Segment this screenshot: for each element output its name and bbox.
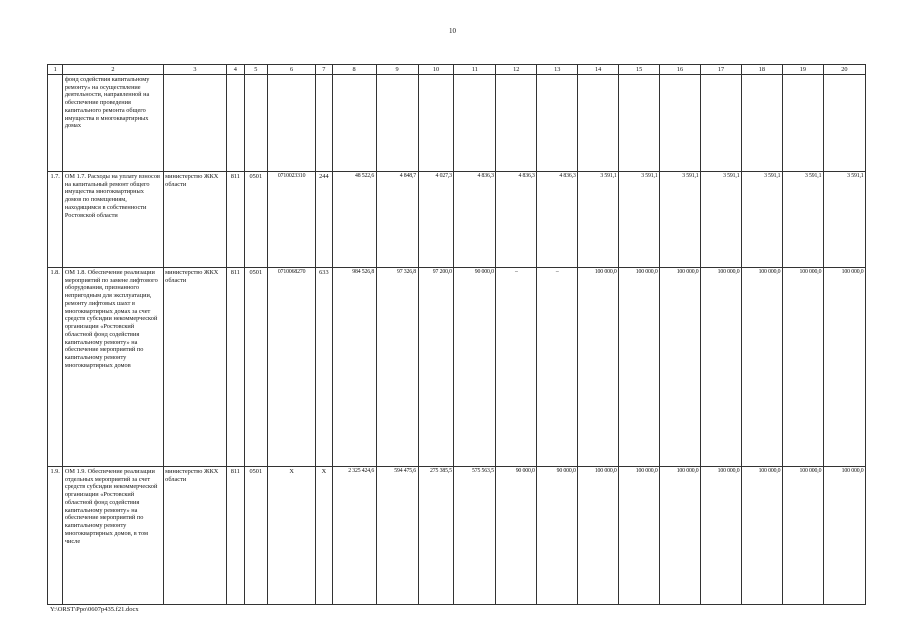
col-header: 7 [316, 65, 332, 75]
value-cell: 97 326,8 [376, 268, 418, 467]
value-cell: 90 000,0 [454, 268, 496, 467]
footer-file-path: Y:\ORST\Ppo\0607p435.f21.docx [50, 606, 139, 613]
col-header: 14 [578, 65, 619, 75]
row-rzpr: 0501 [244, 268, 268, 467]
value-cell: 4 836,3 [454, 172, 496, 268]
value-cell: 3 591,1 [782, 172, 823, 268]
value-cell: 575 563,5 [454, 467, 496, 605]
value-cell [823, 75, 865, 172]
row-vr [316, 75, 332, 172]
value-cell: 100 000,0 [741, 467, 782, 605]
table-row [48, 172, 866, 268]
row-grbs: 811 [227, 172, 244, 268]
col-header: 5 [244, 65, 268, 75]
col-header: 18 [741, 65, 782, 75]
column-number-row [48, 65, 866, 75]
value-cell: 100 000,0 [782, 268, 823, 467]
value-cell: 100 000,0 [782, 467, 823, 605]
value-cell: 90 000,0 [537, 467, 578, 605]
page-number: 10 [449, 27, 456, 35]
table-row [48, 467, 866, 605]
row-rzpr: 0501 [244, 172, 268, 268]
value-cell: 4 027,3 [418, 172, 454, 268]
row-executor: министерство ЖКХ области [163, 172, 226, 268]
value-cell [496, 75, 537, 172]
value-cell: 100 000,0 [619, 467, 660, 605]
value-cell: 100 000,0 [578, 268, 619, 467]
value-cell [619, 75, 660, 172]
value-cell: 4 848,7 [376, 172, 418, 268]
row-name: ОМ 1.8. Обеспечение реализации мероприятий по замене лифтового оборудования, признанного непригодным для эксплуатации, ремонту лифтовых шахт в многоквартирных домах за счет средств субсидии некоммерческой организации «Ростовский областной фонд содействия капитальному ремонту» на обеспечение мероприятий по капитальному ремонту многоквартирных домов [63, 268, 163, 467]
value-cell [454, 75, 496, 172]
value-cell: 3 591,1 [660, 172, 701, 268]
value-cell: 3 591,1 [578, 172, 619, 268]
value-cell: 3 591,1 [701, 172, 742, 268]
row-executor: министерство ЖКХ области [163, 268, 226, 467]
row-number: 1.7. [48, 172, 63, 268]
col-header: 9 [376, 65, 418, 75]
value-cell [376, 75, 418, 172]
row-csr: 0710068270 [268, 268, 316, 467]
col-header: 15 [619, 65, 660, 75]
row-csr [268, 75, 316, 172]
row-grbs: 811 [227, 268, 244, 467]
col-header: 17 [701, 65, 742, 75]
value-cell [660, 75, 701, 172]
value-cell: 4 836,3 [537, 172, 578, 268]
value-cell: 100 000,0 [701, 467, 742, 605]
row-name: ОМ 1.7. Расходы на уплату взносов на капитальный ремонт общего имущества многоквартирных домов по помещениям, находящимся в собственности Ростовской области [63, 172, 163, 268]
col-header: 20 [823, 65, 865, 75]
value-cell: 100 000,0 [578, 467, 619, 605]
col-header: 8 [332, 65, 376, 75]
value-cell [578, 75, 619, 172]
row-vr: 244 [316, 172, 332, 268]
table-row [48, 268, 866, 467]
row-number [48, 75, 63, 172]
col-header: 1 [48, 65, 63, 75]
value-cell: 594 475,6 [376, 467, 418, 605]
row-vr: 633 [316, 268, 332, 467]
budget-table [47, 64, 866, 605]
value-cell: 100 000,0 [660, 268, 701, 467]
row-rzpr [244, 75, 268, 172]
row-csr: Х [268, 467, 316, 605]
col-header: 10 [418, 65, 454, 75]
col-header: 19 [782, 65, 823, 75]
value-cell [701, 75, 742, 172]
value-cell [418, 75, 454, 172]
value-cell: 3 591,1 [823, 172, 865, 268]
row-executor: министерство ЖКХ области [163, 467, 226, 605]
row-vr: Х [316, 467, 332, 605]
value-cell: 100 000,0 [741, 268, 782, 467]
row-number: 1.9. [48, 467, 63, 605]
table-row [48, 75, 866, 172]
value-cell: – [496, 268, 537, 467]
row-grbs: 811 [227, 467, 244, 605]
value-cell: 97 200,0 [418, 268, 454, 467]
value-cell: 100 000,0 [823, 467, 865, 605]
value-cell: 100 000,0 [701, 268, 742, 467]
value-cell: 100 000,0 [619, 268, 660, 467]
value-cell: 2 325 424,6 [332, 467, 376, 605]
col-header: 6 [268, 65, 316, 75]
value-cell: 100 000,0 [660, 467, 701, 605]
col-header: 12 [496, 65, 537, 75]
row-executor [163, 75, 226, 172]
value-cell [332, 75, 376, 172]
col-header: 4 [227, 65, 244, 75]
row-csr: 0710023310 [268, 172, 316, 268]
value-cell: 984 526,8 [332, 268, 376, 467]
row-number: 1.8. [48, 268, 63, 467]
row-name: ОМ 1.9. Обеспечение реализации отдельных мероприятий за счет средств субсидии некоммерческой организации «Ростовский областной фонд содействия капитальному ремонту» на обеспечение мероприятий по капитальному ремонту многоквартирных домов, в том числе [63, 467, 163, 605]
col-header: 2 [63, 65, 163, 75]
value-cell: 3 591,1 [741, 172, 782, 268]
value-cell: 48 522,6 [332, 172, 376, 268]
value-cell: 4 836,3 [496, 172, 537, 268]
col-header: 3 [163, 65, 226, 75]
row-name: фонд содействия капитальному ремонту» на осуществление деятельности, направленной на обеспечение проведения капитального ремонта общего имущества в многоквартирных домах [63, 75, 163, 172]
value-cell: 100 000,0 [823, 268, 865, 467]
value-cell: 90 000,0 [496, 467, 537, 605]
col-header: 11 [454, 65, 496, 75]
col-header: 16 [660, 65, 701, 75]
col-header: 13 [537, 65, 578, 75]
value-cell [741, 75, 782, 172]
value-cell [782, 75, 823, 172]
value-cell [537, 75, 578, 172]
value-cell: 275 385,5 [418, 467, 454, 605]
row-rzpr: 0501 [244, 467, 268, 605]
row-grbs [227, 75, 244, 172]
value-cell: – [537, 268, 578, 467]
value-cell: 3 591,1 [619, 172, 660, 268]
